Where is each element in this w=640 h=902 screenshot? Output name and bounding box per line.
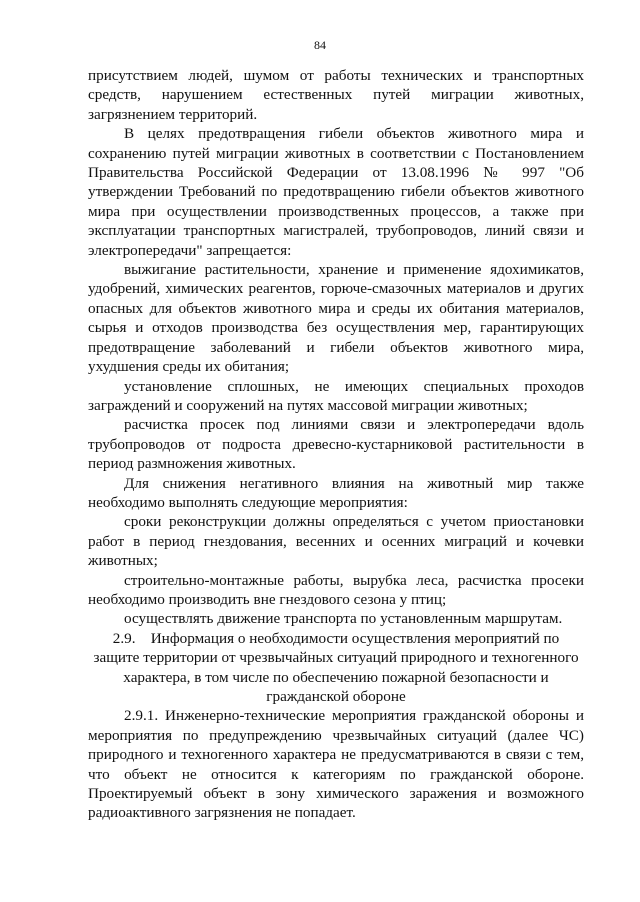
- paragraph-prohibitions-intro: В целях предотвращения гибели объектов животного мира и сохранению путей миграции животных в соответствии с Постановлением Правительства Российской Федерации от 13.08.1996 № 997 "Об утверждении Требований по предотвращению гибели объектов животного мира при осуществлении производственных процессов, а также при эксплуатации транспортных магистралей, трубопроводов, линий связи и электропередачи" запрещается:: [88, 125, 584, 259]
- section-heading: [88, 629, 584, 707]
- list-item-burning: выжигание растительности, хранение и применение ядохимикатов, удобрений, химических реагентов, горюче-смазочных материалов и других опасных для объектов животного мира и среды их обитания материалов, сырья и отходов производства без осуществления мер, гарантирующих предотвращение заболеваний и гибели объектов животного мира, ухудшения среды их обитания;: [88, 261, 584, 376]
- list-item-transport: осуществлять движение транспорта по установленным маршрутам.: [124, 610, 563, 628]
- page-number: 84: [314, 38, 326, 52]
- paragraph-measures-intro: Для снижения негативного влияния на животный мир также необходимо выполнять следующие мероприятия:: [88, 474, 584, 511]
- section-heading-number: 2.9.: [112, 629, 136, 647]
- section-heading-text: Информация о необходимости осуществления мероприятий по защите территории от чрезвычайных ситуаций природного и техногенного характера, в том числе по обеспечению пожарной безопасности и гражданской обороне: [93, 629, 579, 705]
- list-item-fences: установление сплошных, не имеющих специальных проходов заграждений и сооружений на путях массовой миграции животных;: [88, 377, 584, 414]
- subsection-paragraph: 2.9.1. Инженерно-технические мероприятия гражданской обороны и мероприятия по предупреждению чрезвычайных ситуаций (далее ЧС) природного и техногенного характера не предусматриваются в связи с тем, что объект не относится к категориям по гражданской обороне. Проектируемый объект в зону химического заражения и возможного радиоактивного загрязнения не попадает.: [88, 707, 584, 822]
- paragraph-continuation: присутствием людей, шумом от работы технических и транспортных средств, нарушением естественных путей миграции животных, загрязнением территорий.: [88, 67, 584, 123]
- document-body: [88, 66, 584, 823]
- list-item-construction-works: строительно-монтажные работы, вырубка леса, расчистка просеки необходимо производить вне гнездового сезона у птиц;: [88, 571, 584, 608]
- list-item-reconstruction-timing: сроки реконструкции должны определяться с учетом приостановки работ в период гнездования, весенних и осенних миграций и кочевки животных;: [88, 513, 584, 570]
- list-item-clearing: расчистка просек под линиями связи и электропередачи вдоль трубопроводов от подроста древесно-кустарниковой растительности в период размножения животных.: [88, 416, 584, 473]
